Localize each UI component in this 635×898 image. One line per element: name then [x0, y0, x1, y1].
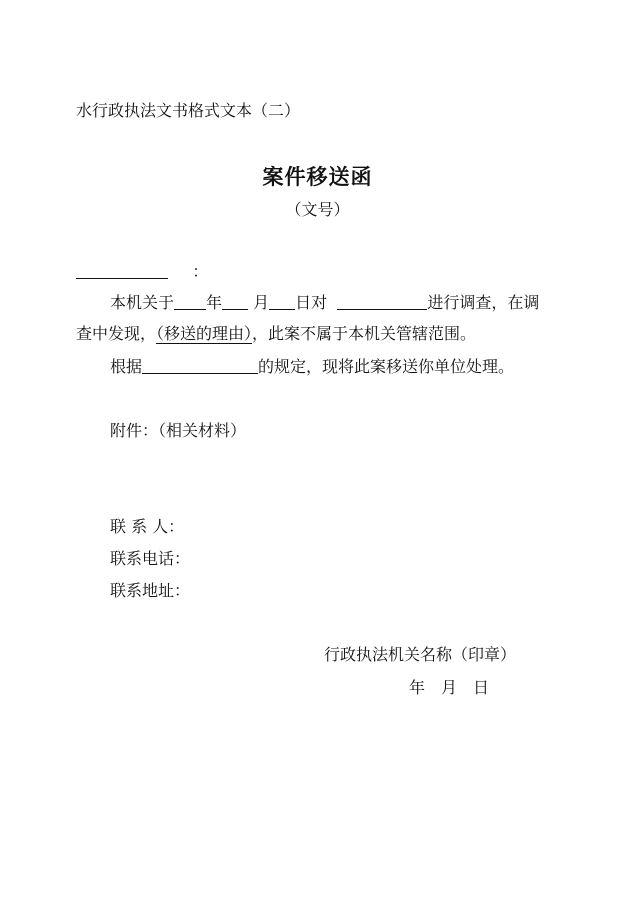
document-title: 案件移送函 — [262, 165, 373, 189]
document-number: （文号） — [285, 200, 350, 219]
month-label: 月 — [253, 293, 270, 312]
para1-prefix: 本机关于 — [110, 293, 175, 312]
para2-suffix: 的规定，现将此案移送你单位处理。 — [258, 357, 515, 376]
month-blank — [222, 293, 248, 310]
para2-prefix: 根据 — [110, 357, 143, 376]
para1-investigate: 进行调查，在调 — [427, 293, 540, 312]
contact-address: 联系地址： — [110, 581, 191, 600]
para1-line2-start: 查中发现， — [76, 324, 157, 343]
addressee-blank — [76, 262, 168, 279]
para1-line2-end: ，此案不属于本机关管辖范围。 — [252, 324, 477, 343]
contact-phone: 联系电话： — [110, 549, 191, 568]
subject-blank — [337, 293, 427, 310]
year-label: 年 — [206, 293, 223, 312]
addressee-colon: ： — [192, 262, 209, 281]
paragraph-2 — [110, 357, 514, 377]
paragraph-1-line-2 — [76, 324, 476, 344]
regulation-blank — [142, 357, 258, 374]
day-blank — [269, 293, 295, 310]
signature-date: 年 月 日 — [409, 678, 490, 697]
transfer-reason: （移送的理由） — [156, 324, 253, 343]
form-title: 水行政执法文书格式文本（二） — [76, 101, 301, 120]
agency-seal: 行政执法机关名称（印章） — [324, 645, 517, 664]
day-label: 日对 — [295, 293, 328, 312]
contact-person: 联 系 人： — [110, 517, 185, 536]
year-blank — [174, 293, 206, 310]
addressee-line — [76, 262, 208, 282]
attachment: 附件：（相关材料） — [110, 421, 247, 440]
paragraph-1-line-1 — [110, 293, 539, 313]
